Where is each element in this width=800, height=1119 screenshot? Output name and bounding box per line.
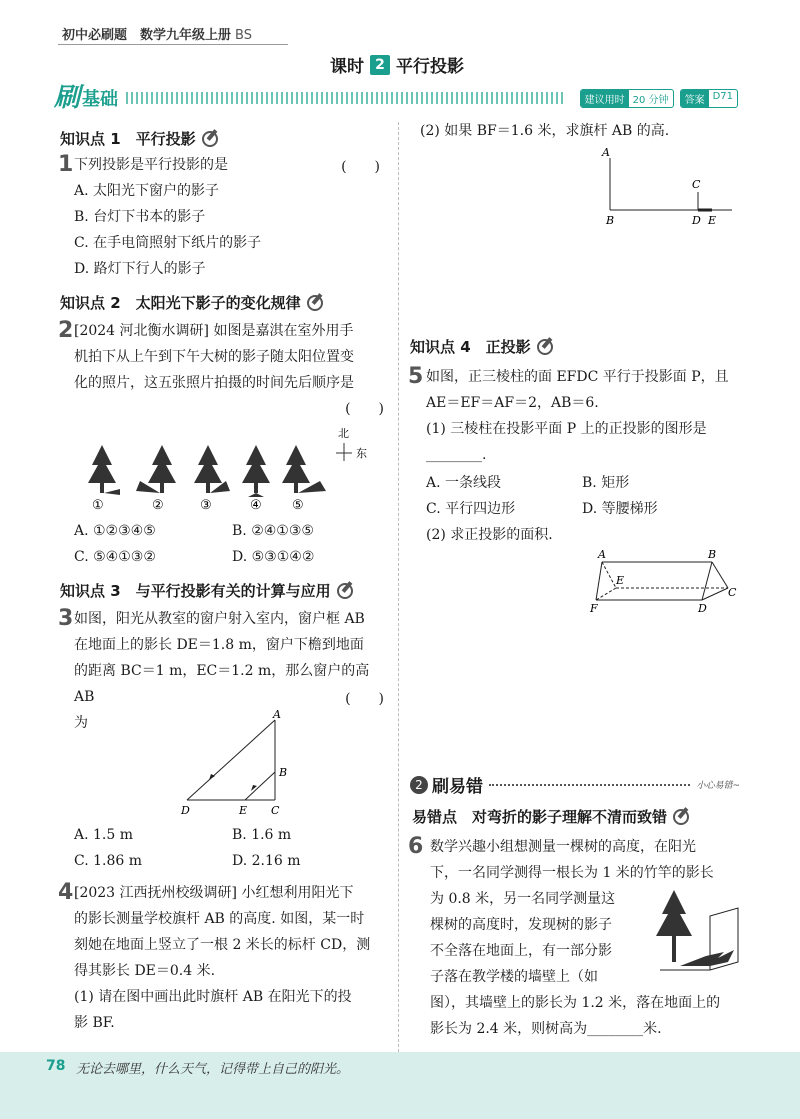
q3-line: 如图，阳光从教室的窗户射入室内，窗户框 AB — [74, 611, 365, 627]
q4-part2: (2) 如果 BF＝1.6 米，求旗杆 AB 的高. — [420, 123, 670, 139]
point-label: E — [616, 574, 625, 587]
point-label: B — [279, 766, 288, 779]
time-key: 建议用时 — [581, 90, 629, 107]
error-section-band — [410, 772, 740, 797]
point-label: A — [602, 146, 610, 159]
q4-line: (1) 请在图中画出此时旗杆 AB 在阳光下的投 — [74, 989, 352, 1005]
knowledge-point-2 — [60, 292, 323, 313]
q5-part2: (2) 求正投影的面积. — [426, 527, 553, 543]
point-label: B — [606, 214, 615, 227]
pen-icon — [307, 295, 323, 311]
q6-line: 影长为 2.4 米，则树高为________米. — [430, 1021, 662, 1037]
kp2-label: 知识点 2 太阳光下影子的变化规律 — [60, 294, 301, 312]
q1-stem: 下列投影是平行投影的是 — [74, 157, 228, 173]
point-label: D — [698, 602, 707, 615]
q1-option-a: A. 太阳光下窗户的影子 — [74, 183, 220, 199]
error-point — [412, 806, 689, 827]
dotted-divider — [489, 784, 690, 786]
q5-line: 如图，正三棱柱的面 EFDC 平行于投影面 P，且 — [426, 369, 729, 385]
dotted-divider — [126, 92, 566, 104]
pen-icon — [337, 583, 353, 599]
kp4-label: 知识点 4 正投影 — [410, 338, 531, 356]
q5-prism-figure — [588, 548, 738, 618]
pen-icon — [202, 131, 218, 147]
lesson-title — [330, 52, 464, 77]
q1-number: 1 — [58, 152, 74, 177]
error-badge-icon: 2 — [410, 776, 428, 794]
q5-line: AE＝EF＝AF＝2，AB＝6. — [426, 395, 599, 411]
point-label: E — [239, 804, 248, 817]
q4-number: 4 — [58, 880, 74, 905]
tree-icon — [282, 445, 326, 493]
kp1-label: 知识点 1 平行投影 — [60, 130, 196, 148]
q4-line: 刻她在地面上竖立了一根 2 米长的标杆 CD，测 — [74, 937, 371, 953]
pen-icon — [537, 339, 553, 355]
point-label: B — [708, 548, 717, 561]
question-4 — [58, 880, 392, 1036]
error-deco-text: 小心易错~ — [696, 781, 740, 791]
q5-line: (1) 三棱柱在投影平面 P 上的正投影的图形是 — [426, 421, 707, 437]
q2-line: [2024 河北衡水调研] 如图是嘉淇在室外用手 — [74, 323, 354, 339]
q2-option-a: A. ①②③④⑤ — [74, 523, 156, 539]
header-rule — [58, 44, 288, 45]
footer-motto: 无论去哪里，什么天气，记得带上自己的阳光。 — [76, 1062, 350, 1077]
q2-line: 化的照片，这五张照片拍摄的时间先后顺序是 — [74, 375, 354, 391]
q4-line: 的影长测量学校旗杆 AB 的高度. 如图，某一时 — [74, 911, 365, 927]
q5-option-d: D. 等腰梯形 — [582, 501, 658, 517]
error-point-label: 易错点 对弯折的影子理解不清而致错 — [412, 808, 668, 826]
q3-option-a: A. 1.5 m — [74, 827, 134, 843]
q3-line: 的距离 BC＝1 m，EC＝1.2 m，那么窗户的高 AB — [74, 663, 370, 705]
answer-tag — [680, 89, 738, 108]
q3-answer-bracket: ( ) — [345, 691, 384, 707]
question-1 — [58, 152, 388, 282]
q2-option-b: B. ②④①③⑤ — [232, 523, 314, 539]
pen-icon — [673, 809, 689, 825]
question-2 — [58, 318, 392, 422]
q6-line: 不全落在地面上，有一部分影 — [430, 943, 612, 959]
q3-option-c: C. 1.86 m — [74, 853, 143, 869]
q1-option-d: D. 路灯下行人的影子 — [74, 261, 206, 277]
q2-tree-photos — [80, 425, 380, 515]
book-title: 初中必刷题 数学九年级上册 — [62, 28, 232, 43]
answer-key: 答案 — [681, 90, 709, 107]
q5-option-a: A. 一条线段 — [426, 475, 502, 491]
book-header — [62, 24, 252, 43]
brush-logo: 刷 — [54, 83, 81, 113]
tree-icon — [656, 890, 692, 962]
q6-line: 下，一名同学测得一根长为 1 米的竹竿的影长 — [430, 865, 714, 881]
q4-figure — [596, 146, 746, 228]
point-label: C — [271, 804, 280, 817]
tree-icon — [194, 445, 230, 493]
q6-line: 数学兴趣小组想测量一棵树的高度，在阳光 — [430, 839, 696, 855]
point-label: D — [181, 804, 190, 817]
photo-label: ① — [92, 498, 104, 513]
time-value: 20 分钟 — [632, 94, 669, 106]
question-5 — [408, 364, 748, 468]
tree-icon — [136, 445, 176, 493]
knowledge-point-1 — [60, 128, 218, 149]
q6-tree-wall-figure — [650, 886, 750, 976]
page-number: 78 — [46, 1058, 66, 1074]
lesson-number: 2 — [370, 55, 390, 75]
q3-line: 在地面上的影长 DE＝1.8 m，窗户下檐到地面 — [74, 637, 364, 653]
point-label: A — [598, 548, 606, 561]
q6-number: 6 — [408, 834, 424, 859]
q5-line: ________. — [426, 447, 487, 463]
q3-option-d: D. 2.16 m — [232, 853, 301, 869]
q3-figure — [175, 708, 305, 818]
q2-option-d: D. ⑤③①④② — [232, 549, 315, 565]
photo-label: ⑤ — [292, 498, 304, 513]
q2-line: 机拍下从上午到下午大树的影子随太阳位置变 — [74, 349, 354, 365]
q4-line: 得其影长 DE＝0.4 米. — [74, 963, 216, 979]
q1-answer-bracket: ( ) — [341, 159, 380, 175]
q3-line: 为 — [74, 715, 88, 731]
error-title: 刷易错 — [432, 777, 483, 797]
q6-line: 图），其墙壁上的影长为 1.2 米，落在地面上的 — [430, 995, 721, 1011]
point-label: C — [692, 178, 701, 191]
answer-page: D71 — [712, 90, 733, 102]
q2-number: 2 — [58, 318, 74, 343]
lesson-name: 平行投影 — [396, 57, 464, 77]
q2-answer-bracket: ( ) — [345, 401, 384, 417]
point-label: C — [728, 586, 737, 599]
section-label: 基础 — [82, 89, 119, 110]
east-label: 东 — [356, 447, 367, 460]
photo-label: ④ — [250, 498, 262, 513]
q4-line: 影 BF. — [74, 1015, 115, 1031]
q6-line: 子落在教学楼的墙壁上（如 — [430, 969, 598, 985]
q5-option-c: C. 平行四边形 — [426, 501, 516, 517]
knowledge-point-4 — [410, 336, 553, 357]
north-label: 北 — [338, 427, 349, 440]
lesson-prefix: 课时 — [330, 57, 364, 77]
time-tag — [580, 89, 674, 108]
point-label: D — [692, 214, 701, 227]
column-separator — [398, 122, 399, 1062]
point-label: F — [590, 602, 598, 615]
point-label: A — [273, 708, 281, 721]
q5-option-b: B. 矩形 — [582, 475, 630, 491]
q3-option-b: B. 1.6 m — [232, 827, 292, 843]
tree-icon — [88, 445, 120, 495]
photo-label: ② — [152, 498, 164, 513]
kp3-label: 知识点 3 与平行投影有关的计算与应用 — [60, 582, 331, 600]
knowledge-point-3 — [60, 580, 353, 601]
tree-icon — [242, 445, 270, 497]
section-band — [54, 83, 738, 113]
page-footer — [0, 1052, 800, 1119]
q3-number: 3 — [58, 606, 74, 631]
point-label: E — [708, 214, 717, 227]
q6-line: 棵树的高度时，发现树的影子 — [430, 917, 612, 933]
q2-option-c: C. ⑤④①③② — [74, 549, 156, 565]
photo-label: ③ — [200, 498, 212, 513]
q6-line: 为 0.8 米，另一名同学测量这 — [430, 891, 616, 907]
q4-line: [2023 江西抚州校级调研] 小红想利用阳光下 — [74, 885, 354, 901]
q5-number: 5 — [408, 364, 424, 389]
q1-option-c: C. 在手电筒照射下纸片的影子 — [74, 235, 262, 251]
q1-option-b: B. 台灯下书本的影子 — [74, 209, 206, 225]
book-edition: BS — [235, 28, 252, 43]
